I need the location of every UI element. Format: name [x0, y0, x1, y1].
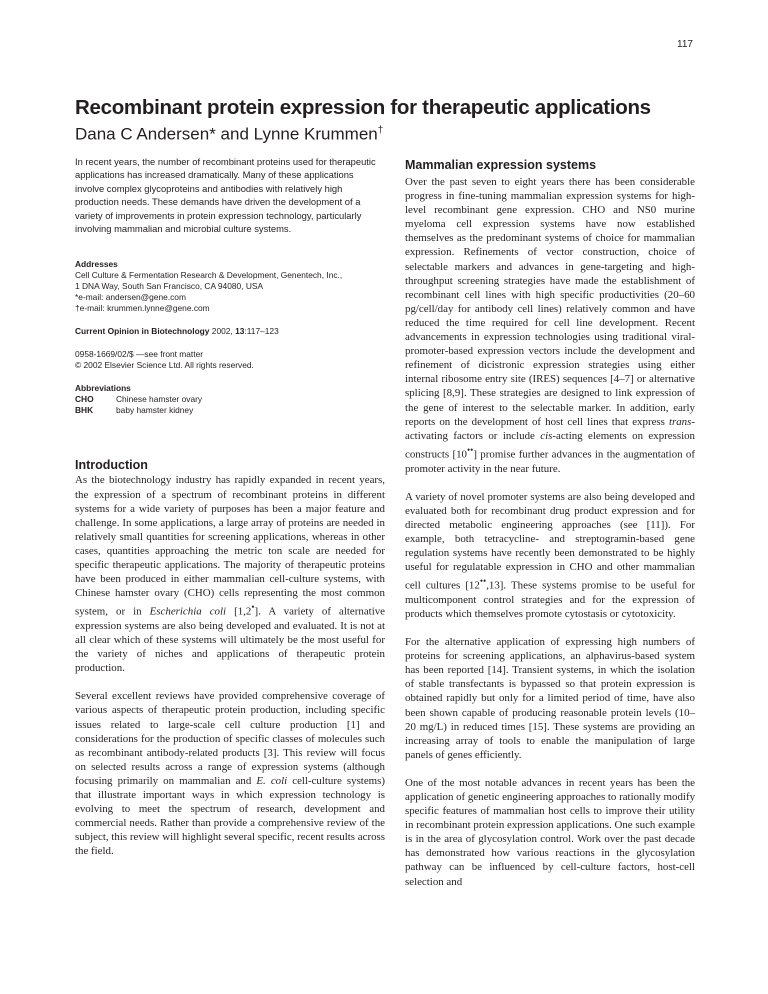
- abbreviations-heading: Abbreviations: [75, 383, 131, 394]
- addresses: [75, 259, 385, 314]
- body-paragraph: For the alternative application of expressing high numbers of proteins for screening applications, an alphavirus-based system has been reported [14]. Transient systems, in which the isolation of stable transfectants is bypassed so that protein expression is obtained rapidly but only for a limited period of time, have also been shown capable of producing reasonable protein levels (10–20 mg/L) in reduced times [15]. These systems are providing an increasing array of tools to enable the manipulation of large panels of genes efficiently.: [405, 636, 695, 761]
- author-mark: †: [377, 125, 384, 136]
- abbreviation-definition: Chinese hamster ovary: [116, 394, 203, 405]
- body-paragraph: As the biotechnology industry has rapidly expanded in recent years, the expression of a spectrum of recombinant proteins in different systems for a wide variety of purposes has been a major feature and challenge. In some applications, a large array of proteins are needed in relatively small quantities for screening applications, whereas in other cases, quantities approaching the metric ton scale are needed for specific therapeutic applications. The majority of therapeutic proteins have been produced in either mammalian cell-culture systems, with Chinese hamster ovary (CHO) cells representing the most common system, or in Escherichia coli [1,2•]. A variety of alternative expression systems are also being developed and evaluated. It is not at all clear which of these systems will ultimately be the most useful for the variety of niches and applications of therapeutic protein production.: [75, 474, 386, 675]
- copyright-line: © 2002 Elsevier Science Ltd. All rights reserved.: [75, 360, 254, 371]
- author-list: [75, 120, 383, 146]
- body-paragraph: A variety of novel promoter systems are also being developed and evaluated both for recombinant drug product expression and for directed metabolic engineering approaches (see [11]). For example, both tetracycline- and streptogramin-based gene regulation systems have recently been demonstrated to be highly useful for regulatable expression in CHO and other mammalian cell cultures [12••,13]. These systems promise to be useful for multicomponent control strategies and for the expression of products which themselves promote cytostasis or cytotoxicity.: [405, 490, 695, 620]
- author-mark: *: [209, 124, 216, 144]
- abbreviation-row: [75, 405, 385, 416]
- address-line: Cell Culture & Fermentation Research & Development, Genentech, Inc.,: [75, 270, 343, 281]
- email-line: *e-mail: andersen@gene.com: [75, 292, 186, 303]
- abbreviations: [75, 383, 385, 416]
- abbreviation-term: CHO: [75, 394, 94, 405]
- citation-volume: 13: [235, 326, 245, 337]
- left-column: [75, 155, 385, 859]
- section-heading-introduction: Introduction: [75, 458, 148, 473]
- citation-year: 2002,: [209, 326, 236, 337]
- page-number: 117: [677, 39, 693, 50]
- article-title: Recombinant protein expression for therapeutic applications: [75, 96, 651, 119]
- author-name: Dana C Andersen: [75, 124, 210, 144]
- abbreviation-term: BHK: [75, 405, 94, 416]
- author-name: Lynne Krummen: [253, 124, 378, 144]
- abbreviation-row: [75, 394, 385, 405]
- abbreviation-definition: baby hamster kidney: [116, 405, 194, 416]
- email-line: †e-mail: krummen.lynne@gene.com: [75, 303, 210, 314]
- body-paragraph: Over the past seven to eight years there has been considerable progress in fine-tuning mammalian expression systems for high-level recombinant gene expression. CHO and NS0 murine myeloma cell expression systems have now established themselves as the predominant systems of choice for mammalian expression. Refinements of vector construction, choice of selectable markers and advances in gene-targeting and high-throughput screening strategies have made the establishment of recombinant cell lines with high specific productivities (20–60 pg/cell/day for antibody cell lines) relatively common and have reduced the time required for cell line development. Recent advancements in expression technologies using traditional viral-promoter-based expression vectors include the development and refinement of dicistronic expression strategies using either internal ribosome entry site (IRES) sequences [4–7] or alternative splicing [8,9]. These strategies are designed to link expression of the gene of interest to the selectable marker. In addition, early reports on the development of host cell lines that express trans-activating factors or include cis-acting elements on expression constructs [10••] promise further advances in the augmentation of promoter activity in the near future.: [405, 176, 695, 475]
- citation-pages: :117–123: [244, 326, 279, 337]
- section-heading-mammalian: Mammalian expression systems: [405, 158, 597, 172]
- body-paragraph: One of the most notable advances in recent years has been the application of genetic engineering approaches to rationally modify specific features of mammalian host cells to improve their utility in recombinant protein expression applications. One such example is in the area of glycosylation control. Work over the past decade has demonstrated how various reactions in the glycosylation pathway can be influenced by cell-culture factors, host-cell selection and: [405, 776, 696, 888]
- citation: [75, 326, 385, 337]
- addresses-heading: Addresses: [75, 259, 118, 270]
- journal-name: Current Opinion in Biotechnology: [75, 326, 210, 337]
- abstract: In recent years, the number of recombinant proteins used for therapeutic applications has increased dramatically. Many of these applications involve complex glycoproteins and antibodies with relatively high production needs. These demands have driven the development of a variety of improvements in protein expression technology, particularly involving mammalian and microbial culture systems.: [75, 156, 376, 235]
- issn-line: 0958-1669/02/$ —see front matter: [75, 349, 204, 360]
- right-column: [405, 155, 695, 889]
- address-line: 1 DNA Way, South San Francisco, CA 94080, USA: [75, 281, 264, 292]
- body-paragraph: Several excellent reviews have provided comprehensive coverage of various aspects of therapeutic protein production, including specific issues related to large-scale cell culture production [1] and considerations for the production of specific classes of molecules such as recombinant antibody-related products [3]. This review will focus on selected results across a range of expression systems (although focusing primarily on mammalian and E. coli cell-culture systems) that illustrate important ways in which expression technology is evolving to meet the spectrum of research, development and commercial needs. Rather than provide a comprehensive review of the subject, this review will highlight several specific, recent results across the field.: [75, 690, 386, 858]
- author-conjunction: and: [215, 124, 254, 144]
- copyright: [75, 349, 385, 371]
